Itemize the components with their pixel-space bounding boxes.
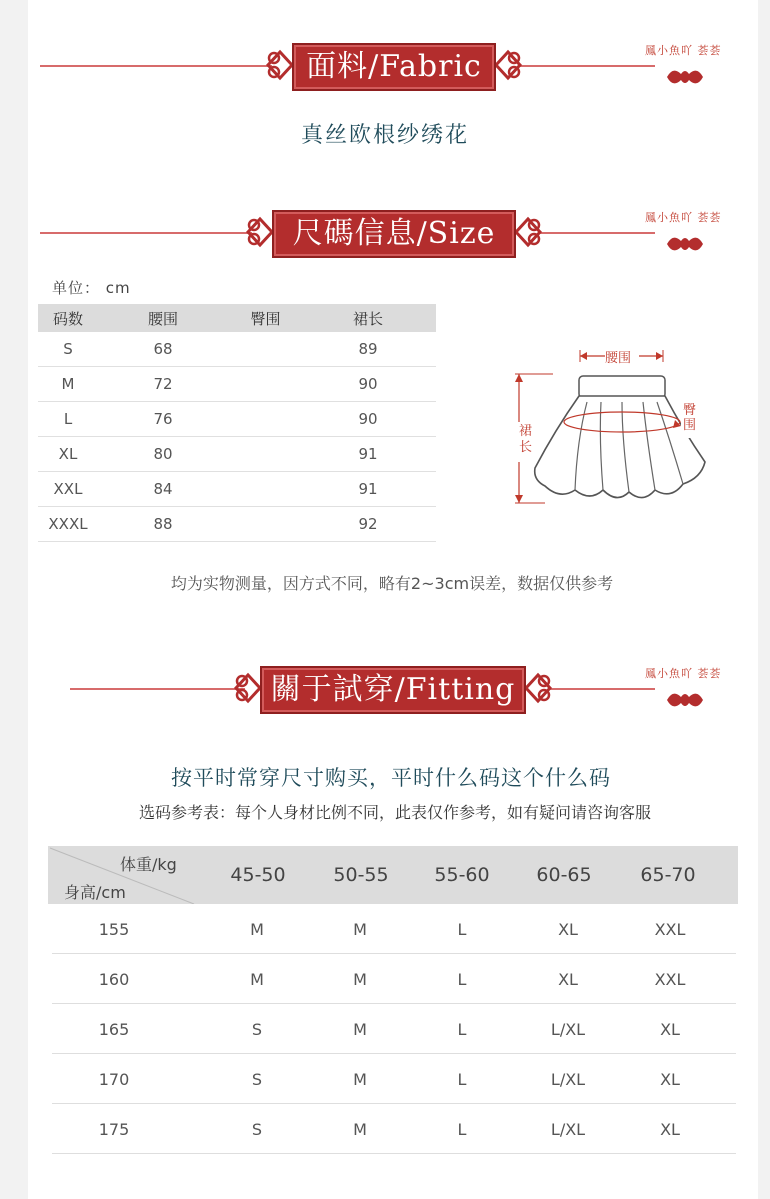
- table-row: [52, 1104, 736, 1154]
- waist-cell: 80: [153, 445, 173, 463]
- cloud-knot-icon: [663, 231, 707, 257]
- size-banner: [0, 203, 770, 263]
- cloud-knot-icon: [663, 64, 707, 90]
- weight-header: 45-50: [230, 864, 286, 886]
- height-cell: 165: [98, 1020, 130, 1039]
- table-row: [52, 1054, 736, 1104]
- weight-header: 50-55: [333, 864, 389, 886]
- fit-table-header: [48, 846, 738, 904]
- table-row: [38, 507, 436, 542]
- size-cell: M: [353, 1120, 367, 1139]
- size-cell: M: [250, 920, 264, 939]
- waist-cell: 72: [153, 375, 173, 393]
- fabric-title: 面料/Fabric: [292, 43, 496, 91]
- table-row: [52, 954, 736, 1004]
- waist-cell: 76: [153, 410, 173, 428]
- seal-text: 鳳小魚吖 荟荟: [645, 44, 722, 57]
- table-row: [38, 472, 436, 507]
- length-cell: 91: [358, 445, 378, 463]
- knot-ornament-icon: [262, 46, 296, 84]
- size-cell: XL: [660, 1120, 680, 1139]
- seal-ornament: [645, 665, 735, 717]
- size-cell: L: [457, 1070, 467, 1089]
- size-cell: XXXL: [48, 515, 88, 533]
- banner-line-right: [520, 65, 655, 67]
- table-row: [38, 332, 436, 367]
- size-cell: XL: [660, 1020, 680, 1039]
- length-cell: 89: [358, 340, 378, 358]
- header-cell: 臀围: [250, 309, 281, 328]
- length-cell: 90: [358, 410, 378, 428]
- size-cell: M: [353, 970, 367, 989]
- size-unit: 单位： cm: [52, 279, 131, 297]
- diagram-hip-label: 臀围: [683, 403, 697, 433]
- size-cell: L/XL: [550, 1020, 586, 1039]
- height-cell: 175: [98, 1120, 130, 1139]
- fitting-banner: [0, 659, 770, 719]
- length-cell: 92: [358, 515, 378, 533]
- banner-line-right: [550, 688, 655, 690]
- banner-line-left: [40, 65, 272, 67]
- seal-text: 鳳小魚吖 荟荟: [645, 211, 722, 224]
- cloud-knot-icon: [663, 687, 707, 713]
- diagram-length-label: 裙长: [519, 424, 533, 455]
- weight-header: 55-60: [434, 864, 490, 886]
- size-cell: L: [457, 1120, 467, 1139]
- waist-cell: 84: [153, 480, 173, 498]
- header-cell: 码数: [52, 309, 83, 328]
- size-cell: XL: [58, 445, 78, 463]
- size-cell: XL: [660, 1070, 680, 1089]
- size-cell: L: [63, 410, 73, 428]
- waist-cell: 88: [153, 515, 173, 533]
- height-cell: 155: [98, 920, 130, 939]
- table-row: [52, 1004, 736, 1054]
- height-cell: 170: [98, 1070, 130, 1089]
- weight-header: 60-65: [536, 864, 592, 886]
- weight-axis-label: 体重/kg: [120, 855, 177, 874]
- knot-ornament-icon: [512, 213, 546, 251]
- height-cell: 160: [98, 970, 130, 989]
- size-cell: L: [457, 1020, 467, 1039]
- fitting-headline: 按平时常穿尺寸购买，平时什么码这个什么码: [171, 766, 611, 790]
- table-row: [38, 402, 436, 437]
- size-cell: XXL: [53, 480, 83, 498]
- knot-ornament-icon: [492, 46, 526, 84]
- fabric-text: 真丝欧根纱绣花: [300, 123, 469, 148]
- seal-ornament: [645, 42, 735, 94]
- size-cell: L/XL: [550, 1070, 586, 1089]
- size-cell: XXL: [654, 970, 686, 989]
- size-cell: S: [251, 1120, 263, 1139]
- knot-ornament-icon: [230, 669, 264, 707]
- length-cell: 90: [358, 375, 378, 393]
- size-cell: M: [353, 1020, 367, 1039]
- size-table: [38, 304, 436, 542]
- table-row: [38, 367, 436, 402]
- banner-line-left: [40, 232, 252, 234]
- size-cell: XL: [558, 920, 578, 939]
- size-cell: XXL: [654, 920, 686, 939]
- size-cell: L/XL: [550, 1120, 586, 1139]
- seal-text: 鳳小魚吖 荟荟: [645, 667, 722, 680]
- size-cell: S: [251, 1020, 263, 1039]
- size-cell: XL: [558, 970, 578, 989]
- length-cell: 91: [358, 480, 378, 498]
- header-cell: 腰围: [147, 309, 178, 328]
- header-cell: 裙长: [352, 309, 383, 328]
- fitting-subline: 选码参考表：每个人身材比例不同，此表仅作参考，如有疑问请咨询客服: [138, 803, 651, 822]
- size-title: 尺碼信息/Size: [272, 210, 516, 258]
- table-row: [38, 437, 436, 472]
- size-table-header: [38, 304, 436, 332]
- size-cell: S: [251, 1070, 263, 1089]
- height-axis-label: 身高/cm: [64, 883, 126, 902]
- knot-ornament-icon: [242, 213, 276, 251]
- fitting-title: 關于試穿/Fitting: [260, 666, 526, 714]
- knot-ornament-icon: [522, 669, 556, 707]
- seal-ornament: [645, 209, 735, 261]
- banner-line-right: [540, 232, 655, 234]
- size-cell: M: [250, 970, 264, 989]
- size-note: 均为实物测量，因方式不同，略有2~3cm误差，数据仅供参考: [170, 574, 614, 593]
- size-cell: M: [353, 1070, 367, 1089]
- diagram-waist-label: 腰围: [605, 351, 632, 366]
- size-cell: M: [61, 375, 75, 393]
- banner-line-left: [70, 688, 245, 690]
- size-cell: M: [353, 920, 367, 939]
- table-row: [52, 904, 736, 954]
- size-cell: L: [457, 970, 467, 989]
- size-cell: L: [457, 920, 467, 939]
- weight-header: 65-70: [640, 864, 696, 886]
- fabric-banner: [0, 36, 770, 96]
- fit-table: [48, 846, 738, 1154]
- size-cell: S: [63, 340, 73, 358]
- waist-cell: 68: [153, 340, 173, 358]
